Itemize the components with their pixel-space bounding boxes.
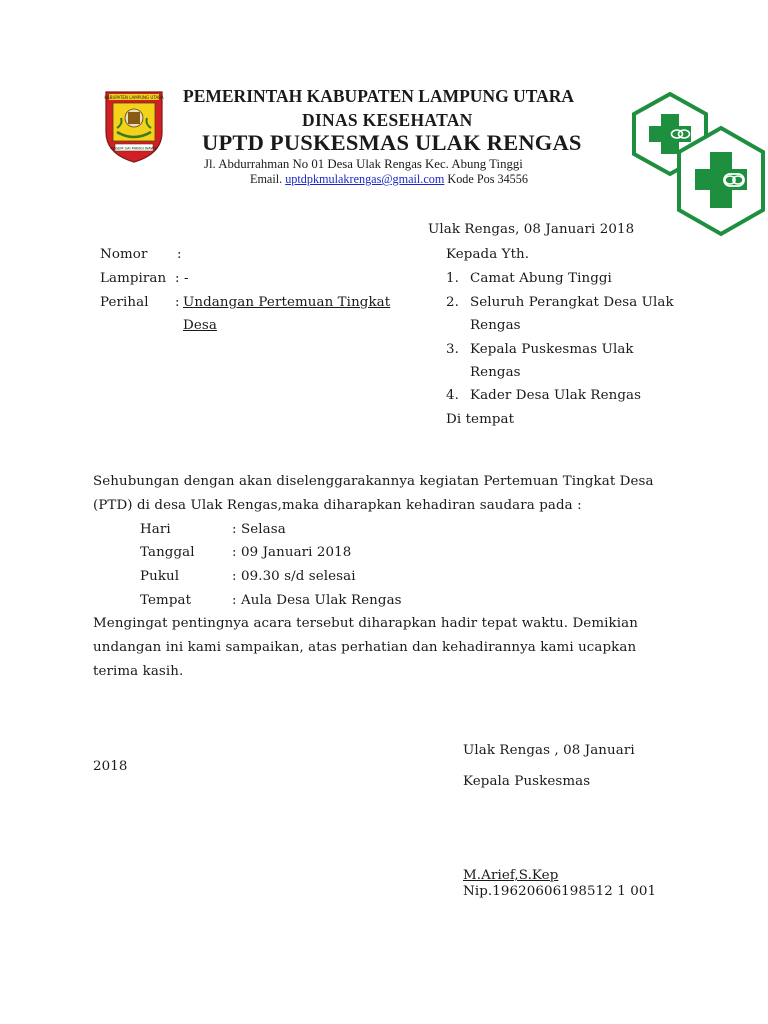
signature-place-date: Ulak Rengas , 08 Januari xyxy=(463,743,635,758)
signature-title: Kepala Puskesmas xyxy=(463,774,591,789)
header-contact xyxy=(250,172,528,187)
detail-value-hari: : Selasa xyxy=(232,522,286,537)
opening-paragraph-line2: (PTD) di desa Ulak Rengas,maka diharapkan kehadiran saudara pada : xyxy=(93,498,582,513)
email-label: Email. xyxy=(250,172,283,186)
nomor-value: : xyxy=(177,247,182,262)
header-government: PEMERINTAH KABUPATEN LAMPUNG UTARA xyxy=(183,86,574,106)
header-address: Jl. Abdurrahman No 01 Desa Ulak Rengas Kec. Abung Tinggi xyxy=(204,157,523,171)
recipient-intro: Kepada Yth. xyxy=(446,247,530,262)
signature-year: 2018 xyxy=(93,759,128,774)
perihal-subject-line2: Desa xyxy=(183,318,217,333)
recipient-line: Kepala Puskesmas Ulak xyxy=(470,342,634,357)
perihal-label: Perihal xyxy=(100,295,149,310)
logo-left-top-text: KABUPATEN LAMPUNG UTARA xyxy=(104,95,164,100)
logo-left-motto-text: RAGEM SAI MANGI WAWAI xyxy=(110,146,158,151)
letter-date: Ulak Rengas, 08 Januari 2018 xyxy=(428,222,635,237)
recipient-line-cont: Rengas xyxy=(470,365,521,380)
opening-paragraph-line1: Sehubungan dengan akan diselenggarakannya kegiatan Pertemuan Tingkat Desa xyxy=(93,474,654,489)
recipient-number: 3. xyxy=(446,342,459,357)
di-tempat: Di tempat xyxy=(446,412,515,427)
recipient-number: 4. xyxy=(446,388,459,403)
recipient-line: Kader Desa Ulak Rengas xyxy=(470,388,642,403)
lampiran-value: : - xyxy=(175,271,189,286)
closing-paragraph-line2: undangan ini kami sampaikan, atas perhatian dan kehadirannya kami ucapkan xyxy=(93,640,637,655)
lampung-utara-logo xyxy=(103,88,165,164)
detail-label-pukul: Pukul xyxy=(140,569,180,584)
perihal-subject-line1: Undangan Pertemuan Tingkat xyxy=(183,295,391,310)
detail-label-hari: Hari xyxy=(140,522,171,537)
nomor-label: Nomor xyxy=(100,247,148,262)
detail-label-tanggal: Tanggal xyxy=(140,545,195,560)
detail-label-tempat: Tempat xyxy=(140,593,192,608)
recipient-number: 1. xyxy=(446,271,459,286)
puskesmas-hexagon-icon-bottom xyxy=(679,128,763,234)
closing-paragraph-line3: terima kasih. xyxy=(93,664,184,679)
header-department: DINAS KESEHATAN xyxy=(302,110,473,130)
perihal-colon: : xyxy=(175,295,180,310)
detail-value-tempat: : Aula Desa Ulak Rengas xyxy=(232,593,402,608)
email-link[interactable]: uptdpkmulakrengas@gmail.com xyxy=(285,172,445,186)
recipient-number: 2. xyxy=(446,295,459,310)
detail-value-pukul: : 09.30 s/d selesai xyxy=(232,569,356,584)
recipient-line: Seluruh Perangkat Desa Ulak xyxy=(470,295,674,310)
puskesmas-logo xyxy=(630,92,768,238)
signatory-name: M.Arief,S.Kep xyxy=(463,868,559,883)
recipient-line-cont: Rengas xyxy=(470,318,521,333)
signatory-nip: Nip.19620606198512 1 001 xyxy=(463,884,657,899)
detail-value-tanggal: : 09 Januari 2018 xyxy=(232,545,352,560)
header-institution: UPTD PUSKESMAS ULAK RENGAS xyxy=(202,130,582,155)
recipient-line: Camat Abung Tinggi xyxy=(470,271,612,286)
postal-code: Kode Pos 34556 xyxy=(447,172,528,186)
closing-paragraph-line1: Mengingat pentingnya acara tersebut diharapkan hadir tepat waktu. Demikian xyxy=(93,616,638,631)
lampiran-label: Lampiran xyxy=(100,271,167,286)
